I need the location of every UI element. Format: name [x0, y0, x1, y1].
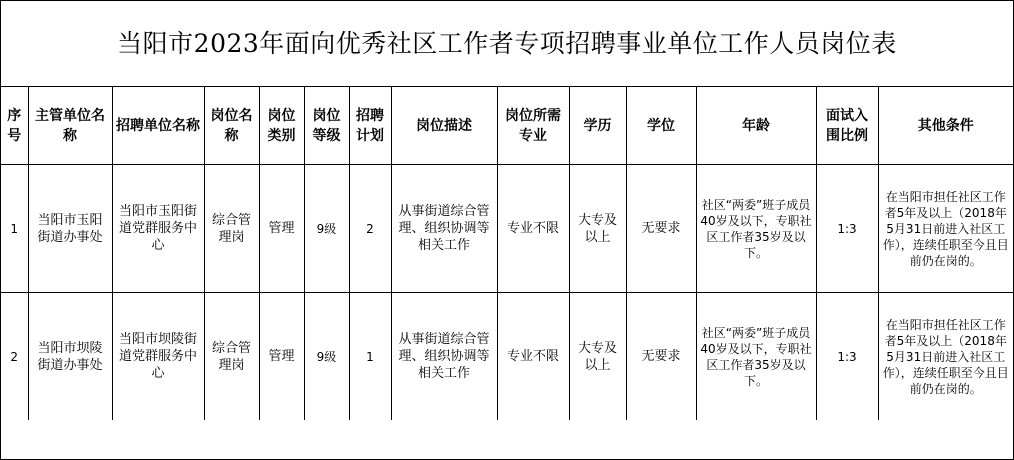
header-seq: 序号: [1, 87, 28, 165]
cell-supervisor: 当阳市玉阳街道办事处: [28, 165, 112, 293]
header-grade: 岗位等级: [304, 87, 349, 165]
positions-table: [1, 87, 1013, 420]
cell-employer: 当阳市玉阳街道党群服务中心: [112, 165, 204, 293]
header-ratio: 面试入围比例: [816, 87, 878, 165]
cell-ratio: 1:3: [816, 165, 878, 293]
cell-position: 综合管理岗: [204, 165, 259, 293]
page-title: 当阳市2023年面向优秀社区工作者专项招聘事业单位工作人员岗位表: [1, 1, 1013, 87]
table-row: [1, 293, 1013, 421]
cell-supervisor: 当阳市坝陵街道办事处: [28, 293, 112, 421]
header-education: 学历: [569, 87, 626, 165]
header-employer: 招聘单位名称: [112, 87, 204, 165]
cell-employer: 当阳市坝陵街道党群服务中心: [112, 293, 204, 421]
cell-education: 大专及以上: [569, 293, 626, 421]
cell-age: 社区“两委”班子成员40岁及以下，专职社区工作者35岁及以下。: [696, 165, 816, 293]
cell-seq: 2: [1, 293, 28, 421]
header-other: 其他条件: [878, 87, 1013, 165]
cell-description: 从事街道综合管理、组织协调等相关工作: [391, 165, 497, 293]
header-supervisor: 主管单位名称: [28, 87, 112, 165]
cell-position: 综合管理岗: [204, 293, 259, 421]
cell-other: 在当阳市担任社区工作者5年及以上（2018年5月31日前进入社区工作），连续任职至今且目前仍在岗的。: [878, 293, 1013, 421]
cell-degree: 无要求: [626, 293, 696, 421]
cell-degree: 无要求: [626, 165, 696, 293]
cell-category: 管理: [259, 293, 304, 421]
cell-major: 专业不限: [497, 293, 569, 421]
table-header-row: [1, 87, 1013, 165]
header-plan: 招聘计划: [349, 87, 391, 165]
cell-description: 从事街道综合管理、组织协调等相关工作: [391, 293, 497, 421]
cell-seq: 1: [1, 165, 28, 293]
cell-education: 大专及以上: [569, 165, 626, 293]
cell-other: 在当阳市担任社区工作者5年及以上（2018年5月31日前进入社区工作），连续任职至今且目前仍在岗的。: [878, 165, 1013, 293]
header-position: 岗位名称: [204, 87, 259, 165]
cell-grade: 9级: [304, 165, 349, 293]
cell-major: 专业不限: [497, 165, 569, 293]
cell-age: 社区“两委”班子成员40岁及以下，专职社区工作者35岁及以下。: [696, 293, 816, 421]
header-description: 岗位描述: [391, 87, 497, 165]
header-category: 岗位类别: [259, 87, 304, 165]
header-degree: 学位: [626, 87, 696, 165]
cell-grade: 9级: [304, 293, 349, 421]
table-row: [1, 165, 1013, 293]
cell-plan: 1: [349, 293, 391, 421]
cell-plan: 2: [349, 165, 391, 293]
header-age: 年龄: [696, 87, 816, 165]
cell-category: 管理: [259, 165, 304, 293]
cell-ratio: 1:3: [816, 293, 878, 421]
header-major: 岗位所需专业: [497, 87, 569, 165]
